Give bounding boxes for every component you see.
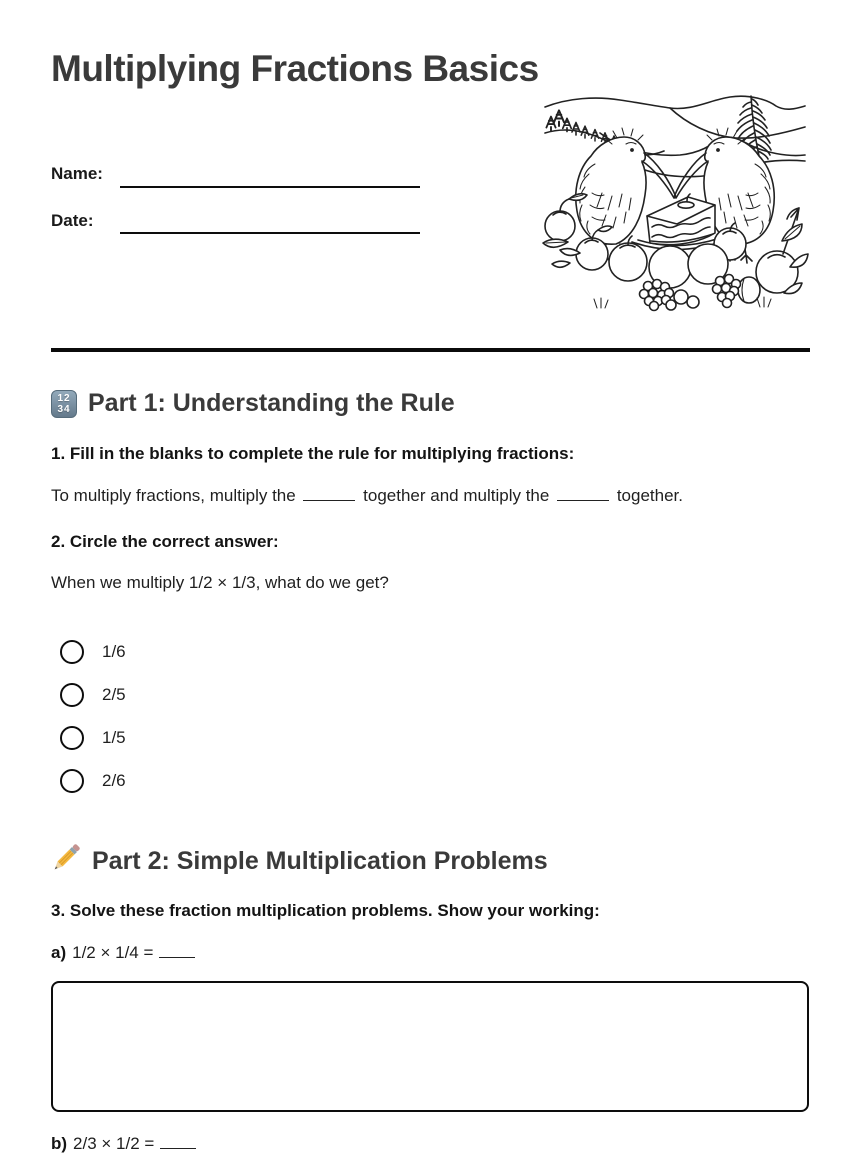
rule-text-after: together. — [616, 486, 683, 505]
radio-button-option-2[interactable] — [60, 683, 84, 707]
part1-heading — [51, 389, 455, 418]
radio-button-option-3[interactable] — [60, 726, 84, 750]
answer-options — [60, 640, 126, 812]
working-area-box-a[interactable] — [51, 981, 809, 1112]
problem-a-expression: 1/2 × 1/4 = — [72, 943, 154, 962]
problem-b-label: b) — [51, 1134, 68, 1153]
problem-b — [51, 1134, 196, 1154]
option-row — [60, 640, 126, 664]
name-label: Name: — [51, 164, 103, 183]
section-divider — [51, 348, 810, 352]
question-3: 3. Solve these fraction multiplication problems. Show your working: — [51, 901, 600, 920]
radio-button-option-4[interactable] — [60, 769, 84, 793]
option-label: 2/6 — [102, 771, 126, 790]
rule-sentence — [51, 486, 771, 506]
question-2: 2. Circle the correct answer: — [51, 532, 279, 551]
radio-button-option-1[interactable] — [60, 640, 84, 664]
option-label: 2/5 — [102, 685, 126, 704]
pencil-icon — [51, 844, 81, 878]
date-input-line[interactable] — [120, 232, 420, 234]
rule-blank-2[interactable] — [557, 487, 609, 501]
rule-text-middle: together and multiply the — [363, 486, 550, 505]
option-label: 1/6 — [102, 642, 126, 661]
option-row — [60, 726, 126, 750]
option-label: 1/5 — [102, 728, 126, 747]
kiwi-birds-cake-illustration — [540, 93, 810, 315]
problem-b-answer-blank[interactable] — [160, 1136, 196, 1149]
problem-a-answer-blank[interactable] — [159, 945, 195, 958]
part1-heading-text: Part 1: Understanding the Rule — [88, 389, 455, 417]
option-row — [60, 769, 126, 793]
question-1: 1. Fill in the blanks to complete the rule for multiplying fractions: — [51, 444, 575, 463]
date-label: Date: — [51, 211, 94, 230]
option-row — [60, 683, 126, 707]
rule-text-before: To multiply fractions, multiply the — [51, 486, 296, 505]
page-title: Multiplying Fractions Basics — [51, 48, 539, 89]
question-2-prompt: When we multiply 1/2 × 1/3, what do we get? — [51, 573, 389, 592]
problem-a-label: a) — [51, 943, 67, 962]
part2-heading — [51, 844, 548, 878]
name-input-line[interactable] — [120, 186, 420, 188]
rule-blank-1[interactable] — [303, 487, 355, 501]
input-numbers-icon: 12 34 — [51, 390, 77, 418]
part2-heading-text: Part 2: Simple Multiplication Problems — [92, 846, 548, 875]
problem-b-expression: 2/3 × 1/2 = — [73, 1134, 155, 1153]
problem-a — [51, 943, 195, 963]
